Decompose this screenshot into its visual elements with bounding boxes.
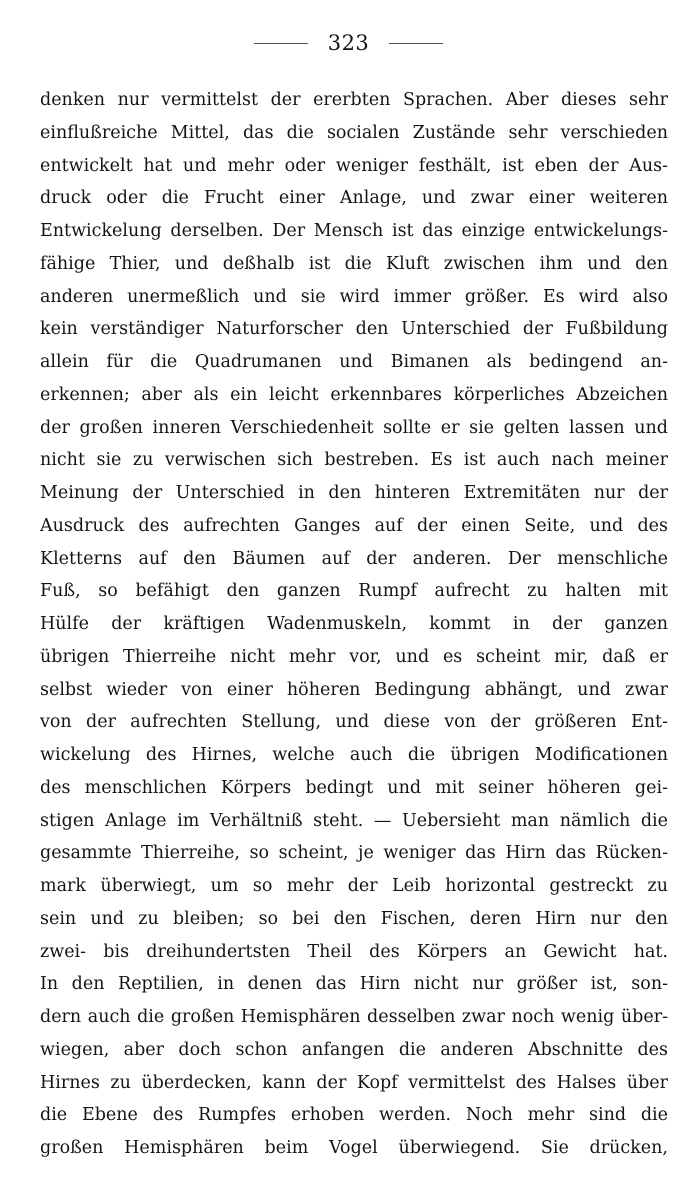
text-line: wiegen, aber doch schon anfangen die anderen Abschnitte des: [40, 1039, 668, 1060]
text-line: dern auch die großen Hemisphären desselben zwar noch wenig über-: [40, 1007, 668, 1027]
text-line: selbst wieder von einer höheren Bedingung abhängt, und zwar: [40, 679, 668, 700]
page-header: [0, 26, 697, 60]
text-line: Meinung der Unterschied in den hinteren Extremitäten nur der: [40, 483, 668, 503]
text-line: nicht sie zu verwischen sich bestreben. Es ist auch nach meiner: [40, 450, 668, 471]
text-line: zwei- bis dreihundertsten Theil des Körpers an Gewicht hat.: [40, 941, 668, 962]
text-line: allein für die Quadrumanen und Bimanen als bedingend an-: [40, 352, 668, 372]
text-line: erkennen; aber als ein leicht erkennbares körperliches Abzeichen: [40, 384, 668, 405]
text-line: großen Hemisphären beim Vogel überwiegend. Sie drücken,: [40, 1138, 668, 1158]
text-line: einflußreiche Mittel, das die socialen Zustände sehr verschieden: [40, 122, 668, 143]
text-line: gesammte Thierreihe, so scheint, je weniger das Hirn das Rücken-: [40, 843, 668, 864]
text-line: mark überwiegt, um so mehr der Leib horizontal gestreckt zu: [40, 876, 668, 896]
text-line: anderen unermeßlich und sie wird immer größer. Es wird also: [40, 286, 668, 307]
text-line: übrigen Thierreihe nicht mehr vor, und es scheint mir, daß er: [40, 646, 668, 667]
text-line: Hülfe der kräftigen Wadenmuskeln, kommt in der ganzen: [40, 614, 668, 634]
text-line: Kletterns auf den Bäumen auf der anderen. Der menschliche: [40, 548, 668, 569]
text-line: stigen Anlage im Verhältniß steht. — Uebersieht man nämlich die: [40, 810, 668, 831]
text-line: fähige Thier, und deßhalb ist die Kluft zwischen ihm und den: [40, 253, 668, 274]
body-text: [40, 84, 668, 1165]
text-line: Ausdruck des aufrechten Ganges auf der einen Seite, und des: [40, 515, 668, 536]
header-rule-right: [389, 43, 443, 44]
text-line: Entwickelung derselben. Der Mensch ist das einzige entwickelungs-: [40, 221, 668, 241]
text-line: wickelung des Hirnes, welche auch die übrigen Modificationen: [40, 745, 668, 765]
page-number: 323: [327, 30, 370, 55]
text-line: der großen inneren Verschiedenheit sollte er sie gelten lassen und: [40, 417, 668, 438]
text-line: von der aufrechten Stellung, und diese von der größeren Ent-: [40, 712, 668, 733]
text-line: In den Reptilien, in denen das Hirn nicht nur größer ist, son-: [40, 974, 668, 995]
text-line: kein verständiger Naturforscher den Unterschied der Fußbildung: [40, 319, 668, 340]
text-line: Hirnes zu überdecken, kann der Kopf vermittelst des Halses über: [40, 1072, 668, 1093]
header-rule-left: [254, 43, 308, 44]
text-line: entwickelt hat und mehr oder weniger festhält, ist eben der Aus-: [40, 155, 668, 176]
text-line: des menschlichen Körpers bedingt und mit seiner höheren gei-: [40, 777, 668, 798]
text-line: denken nur vermittelst der ererbten Sprachen. Aber dieses sehr: [40, 90, 668, 110]
text-line: Fuß, so befähigt den ganzen Rumpf aufrecht zu halten mit: [40, 581, 668, 602]
text-line: druck oder die Frucht einer Anlage, und zwar einer weiteren: [40, 188, 668, 209]
text-line: die Ebene des Rumpfes erhoben werden. Noch mehr sind die: [40, 1105, 668, 1126]
text-line: sein und zu bleiben; so bei den Fischen, deren Hirn nur den: [40, 908, 668, 929]
